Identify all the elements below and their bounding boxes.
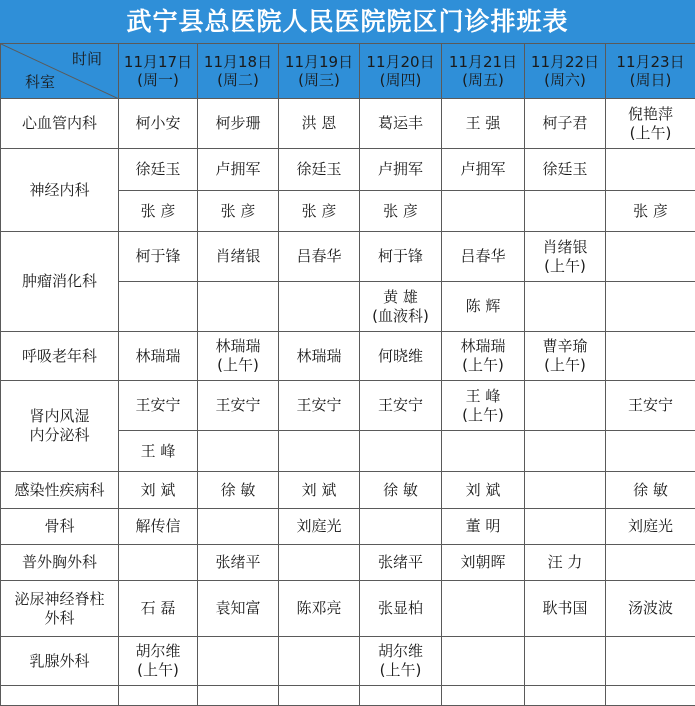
corner-dept-label: 科室 xyxy=(25,73,55,92)
doctor-cell xyxy=(279,545,360,581)
day-weekday: (周三) xyxy=(279,71,359,89)
doctor-name: 王安宁 xyxy=(279,396,359,415)
day-header xyxy=(279,44,360,99)
department-name xyxy=(1,332,119,381)
doctor-name: 徐廷玉 xyxy=(525,160,605,179)
doctor-cell xyxy=(198,282,279,332)
department-name-line: 内分泌科 xyxy=(1,426,118,445)
doctor-cell xyxy=(360,431,442,472)
doctor-cell xyxy=(198,509,279,545)
schedule-row xyxy=(1,472,695,509)
doctor-cell xyxy=(360,149,442,191)
session-note: (上午) xyxy=(198,356,278,375)
doctor-cell xyxy=(442,581,525,637)
doctor-name: 王 峰 xyxy=(119,442,197,461)
doctor-cell xyxy=(119,191,198,232)
department-name-line: 普外胸外科 xyxy=(1,553,118,572)
doctor-cell xyxy=(360,545,442,581)
doctor-cell xyxy=(360,472,442,509)
doctor-name: 徐 敏 xyxy=(360,481,441,500)
doctor-cell xyxy=(442,509,525,545)
session-note: (上午) xyxy=(525,257,605,276)
doctor-cell xyxy=(442,149,525,191)
doctor-name: 王 峰 xyxy=(442,387,524,406)
doctor-name: 刘 斌 xyxy=(119,481,197,500)
session-note: (血液科) xyxy=(360,307,441,326)
doctor-cell xyxy=(525,637,606,686)
department-name xyxy=(1,149,119,232)
empty-cell xyxy=(360,686,442,706)
doctor-cell xyxy=(525,191,606,232)
department-name xyxy=(1,99,119,149)
doctor-cell xyxy=(525,149,606,191)
day-header xyxy=(606,44,695,99)
doctor-name: 耿书国 xyxy=(525,599,605,618)
corner-time-label: 时间 xyxy=(72,50,102,69)
doctor-name: 徐廷玉 xyxy=(279,160,359,179)
doctor-cell xyxy=(606,282,695,332)
doctor-name: 刘 斌 xyxy=(279,481,359,500)
doctor-name: 张 彦 xyxy=(119,202,197,221)
doctor-cell xyxy=(442,332,525,381)
department-name-line: 外科 xyxy=(1,609,118,628)
session-note: (上午) xyxy=(442,406,524,425)
doctor-cell xyxy=(442,381,525,431)
session-note: (上午) xyxy=(606,124,695,143)
doctor-cell xyxy=(279,637,360,686)
doctor-cell xyxy=(606,509,695,545)
day-header xyxy=(442,44,525,99)
doctor-cell xyxy=(198,472,279,509)
doctor-cell xyxy=(198,431,279,472)
doctor-cell xyxy=(360,191,442,232)
doctor-name: 刘 斌 xyxy=(442,481,524,500)
doctor-cell xyxy=(360,232,442,282)
doctor-name: 倪艳萍 xyxy=(606,105,695,124)
doctor-name: 卢拥军 xyxy=(360,160,441,179)
doctor-name: 刘朝晖 xyxy=(442,553,524,572)
doctor-name: 王安宁 xyxy=(360,396,441,415)
doctor-cell xyxy=(198,232,279,282)
empty-cell xyxy=(279,686,360,706)
doctor-cell xyxy=(119,282,198,332)
doctor-name: 葛运丰 xyxy=(360,114,441,133)
doctor-name: 黄 雄 xyxy=(360,288,441,307)
doctor-cell xyxy=(198,381,279,431)
doctor-cell xyxy=(279,149,360,191)
doctor-cell xyxy=(119,545,198,581)
doctor-name: 王安宁 xyxy=(198,396,278,415)
doctor-cell xyxy=(525,545,606,581)
empty-cell xyxy=(1,686,119,706)
empty-cell xyxy=(525,686,606,706)
doctor-name: 汤波波 xyxy=(606,599,695,618)
doctor-cell xyxy=(279,509,360,545)
doctor-name: 柯于锋 xyxy=(119,247,197,266)
doctor-cell xyxy=(525,472,606,509)
doctor-name: 张 彦 xyxy=(279,202,359,221)
doctor-cell xyxy=(606,381,695,431)
department-name-line: 骨科 xyxy=(1,517,118,536)
doctor-name: 柯步珊 xyxy=(198,114,278,133)
doctor-cell xyxy=(279,581,360,637)
doctor-cell xyxy=(119,332,198,381)
doctor-cell xyxy=(442,545,525,581)
doctor-name: 刘庭光 xyxy=(606,517,695,536)
department-name-line: 泌尿神经脊柱 xyxy=(1,590,118,609)
doctor-cell xyxy=(119,509,198,545)
doctor-name: 袁知富 xyxy=(198,599,278,618)
doctor-name: 曹辛瑜 xyxy=(525,337,605,356)
doctor-name: 胡尔维 xyxy=(360,642,441,661)
doctor-name: 吕春华 xyxy=(442,247,524,266)
department-name-line: 心血管内科 xyxy=(1,114,118,133)
day-date: 11月20日 xyxy=(360,53,441,71)
corner-header xyxy=(1,44,119,99)
doctor-cell xyxy=(442,637,525,686)
day-weekday: (周四) xyxy=(360,71,441,89)
doctor-cell xyxy=(119,149,198,191)
doctor-cell xyxy=(606,149,695,191)
doctor-name: 陈 辉 xyxy=(442,297,524,316)
department-name xyxy=(1,381,119,472)
doctor-cell xyxy=(360,509,442,545)
schedule-row xyxy=(1,99,695,149)
doctor-cell xyxy=(198,545,279,581)
doctor-name: 张绪平 xyxy=(198,553,278,572)
doctor-cell xyxy=(442,431,525,472)
day-date: 11月23日 xyxy=(606,53,695,71)
schedule-row xyxy=(1,509,695,545)
doctor-name: 胡尔维 xyxy=(119,642,197,661)
doctor-name: 何晓维 xyxy=(360,347,441,366)
doctor-cell xyxy=(442,99,525,149)
department-name xyxy=(1,581,119,637)
doctor-cell xyxy=(198,581,279,637)
doctor-name: 陈邓亮 xyxy=(279,599,359,618)
doctor-cell xyxy=(360,99,442,149)
day-date: 11月21日 xyxy=(442,53,524,71)
day-date: 11月17日 xyxy=(119,53,197,71)
department-name-line: 乳腺外科 xyxy=(1,652,118,671)
doctor-cell xyxy=(606,232,695,282)
doctor-name: 石 磊 xyxy=(119,599,197,618)
doctor-name: 柯子君 xyxy=(525,114,605,133)
doctor-name: 林瑞瑞 xyxy=(119,347,197,366)
doctor-name: 张 彦 xyxy=(198,202,278,221)
day-weekday: (周六) xyxy=(525,71,605,89)
doctor-cell xyxy=(198,637,279,686)
doctor-cell xyxy=(606,99,695,149)
schedule-row xyxy=(1,545,695,581)
schedule-row xyxy=(1,381,695,431)
schedule-row xyxy=(1,232,695,282)
doctor-name: 汪 力 xyxy=(525,553,605,572)
doctor-name: 张绪平 xyxy=(360,553,441,572)
department-name xyxy=(1,472,119,509)
session-note: (上午) xyxy=(442,356,524,375)
doctor-cell xyxy=(279,191,360,232)
day-date: 11月22日 xyxy=(525,53,605,71)
doctor-name: 柯小安 xyxy=(119,114,197,133)
schedule-table xyxy=(0,43,695,706)
day-header xyxy=(198,44,279,99)
page-title: 武宁县总医院人民医院院区门诊排班表 xyxy=(0,0,695,43)
day-date: 11月18日 xyxy=(198,53,278,71)
doctor-name: 林瑞瑞 xyxy=(198,337,278,356)
doctor-cell xyxy=(606,637,695,686)
doctor-name: 徐 敏 xyxy=(198,481,278,500)
doctor-cell xyxy=(525,332,606,381)
doctor-cell xyxy=(119,637,198,686)
doctor-cell xyxy=(198,99,279,149)
doctor-name: 解传信 xyxy=(119,517,197,536)
empty-cell xyxy=(198,686,279,706)
header-row xyxy=(1,44,695,99)
department-name xyxy=(1,545,119,581)
doctor-cell xyxy=(279,282,360,332)
doctor-name: 王 强 xyxy=(442,114,524,133)
doctor-cell xyxy=(525,381,606,431)
doctor-cell xyxy=(442,282,525,332)
doctor-name: 张 彦 xyxy=(360,202,441,221)
department-name-line: 肿瘤消化科 xyxy=(1,272,118,291)
doctor-cell xyxy=(525,282,606,332)
doctor-cell xyxy=(198,191,279,232)
doctor-name: 肖绪银 xyxy=(525,238,605,257)
doctor-cell xyxy=(198,149,279,191)
doctor-cell xyxy=(442,232,525,282)
schedule-row xyxy=(1,149,695,191)
department-name-line: 呼吸老年科 xyxy=(1,347,118,366)
doctor-name: 徐 敏 xyxy=(606,481,695,500)
session-note: (上午) xyxy=(360,661,441,680)
doctor-cell xyxy=(360,381,442,431)
schedule-row xyxy=(1,581,695,637)
doctor-name: 卢拥军 xyxy=(198,160,278,179)
doctor-cell xyxy=(525,232,606,282)
day-header xyxy=(360,44,442,99)
doctor-name: 王安宁 xyxy=(606,396,695,415)
empty-cell xyxy=(442,686,525,706)
doctor-cell xyxy=(606,545,695,581)
doctor-name: 林瑞瑞 xyxy=(442,337,524,356)
doctor-cell xyxy=(119,472,198,509)
doctor-cell xyxy=(119,99,198,149)
doctor-cell xyxy=(525,99,606,149)
doctor-cell xyxy=(606,191,695,232)
doctor-cell xyxy=(360,282,442,332)
doctor-cell xyxy=(442,472,525,509)
schedule-row xyxy=(1,637,695,686)
department-name xyxy=(1,637,119,686)
doctor-name: 洪 恩 xyxy=(279,114,359,133)
day-date: 11月19日 xyxy=(279,53,359,71)
doctor-cell xyxy=(279,99,360,149)
department-name-line: 感染性疾病科 xyxy=(1,481,118,500)
department-name-line: 肾内风湿 xyxy=(1,407,118,426)
doctor-name: 张显柏 xyxy=(360,599,441,618)
empty-cell xyxy=(606,686,695,706)
empty-cell xyxy=(119,686,198,706)
doctor-cell xyxy=(119,381,198,431)
doctor-name: 徐廷玉 xyxy=(119,160,197,179)
day-weekday: (周五) xyxy=(442,71,524,89)
doctor-name: 柯于锋 xyxy=(360,247,441,266)
doctor-cell xyxy=(119,431,198,472)
doctor-cell xyxy=(525,431,606,472)
doctor-name: 刘庭光 xyxy=(279,517,359,536)
session-note: (上午) xyxy=(119,661,197,680)
department-name xyxy=(1,232,119,332)
doctor-cell xyxy=(279,472,360,509)
doctor-name: 张 彦 xyxy=(606,202,695,221)
doctor-cell xyxy=(606,332,695,381)
doctor-name: 吕春华 xyxy=(279,247,359,266)
doctor-cell xyxy=(360,332,442,381)
doctor-name: 卢拥军 xyxy=(442,160,524,179)
day-header xyxy=(525,44,606,99)
doctor-cell xyxy=(279,431,360,472)
day-weekday: (周一) xyxy=(119,71,197,89)
day-weekday: (周日) xyxy=(606,71,695,89)
department-name xyxy=(1,509,119,545)
doctor-cell xyxy=(525,509,606,545)
schedule-row xyxy=(1,332,695,381)
doctor-cell xyxy=(119,581,198,637)
session-note: (上午) xyxy=(525,356,605,375)
day-header xyxy=(119,44,198,99)
doctor-name: 王安宁 xyxy=(119,396,197,415)
schedule-row xyxy=(1,686,695,706)
doctor-name: 董 明 xyxy=(442,517,524,536)
doctor-cell xyxy=(606,431,695,472)
doctor-cell xyxy=(442,191,525,232)
doctor-cell xyxy=(525,581,606,637)
day-weekday: (周二) xyxy=(198,71,278,89)
department-name-line: 神经内科 xyxy=(1,181,118,200)
doctor-cell xyxy=(606,581,695,637)
doctor-cell xyxy=(198,332,279,381)
doctor-cell xyxy=(360,581,442,637)
doctor-cell xyxy=(119,232,198,282)
doctor-name: 肖绪银 xyxy=(198,247,278,266)
doctor-cell xyxy=(360,637,442,686)
doctor-cell xyxy=(279,381,360,431)
doctor-cell xyxy=(279,332,360,381)
doctor-name: 林瑞瑞 xyxy=(279,347,359,366)
doctor-cell xyxy=(279,232,360,282)
doctor-cell xyxy=(606,472,695,509)
